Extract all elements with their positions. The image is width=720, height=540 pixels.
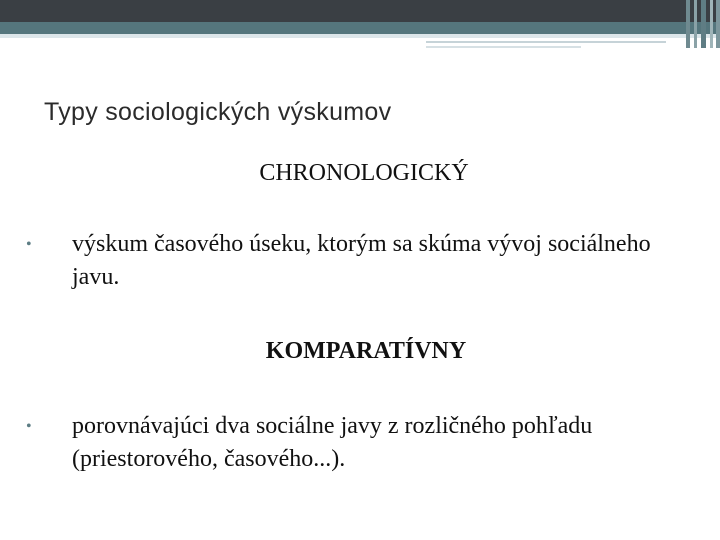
section-heading-comparative: KOMPARATÍVNY bbox=[265, 338, 467, 364]
decor-stripe bbox=[694, 0, 697, 48]
bullet-icon: • bbox=[26, 418, 32, 435]
decor-stripe bbox=[716, 0, 720, 48]
slide-title: Typy sociologických výskumov bbox=[44, 98, 392, 126]
bullet-item bbox=[26, 410, 696, 476]
decor-stripe bbox=[686, 0, 690, 48]
decor-stripe bbox=[701, 0, 706, 48]
bullet-text: výskum časového úseku, ktorým sa skúma vývoj sociálneho javu. bbox=[72, 231, 651, 290]
top-bar-pale bbox=[0, 34, 720, 38]
decor-line bbox=[426, 41, 666, 43]
bullet-icon: • bbox=[26, 236, 32, 253]
decor-line bbox=[426, 46, 581, 48]
top-bar-dark bbox=[0, 0, 720, 22]
section-heading-chronological: CHRONOLOGICKÝ bbox=[259, 160, 469, 186]
bullet-item bbox=[26, 228, 696, 294]
decor-stripe bbox=[710, 0, 713, 48]
bullet-text: porovnávajúci dva sociálne javy z rozličného pohľadu (priestorového, časového...). bbox=[72, 413, 593, 472]
top-bar-accent bbox=[0, 22, 720, 34]
